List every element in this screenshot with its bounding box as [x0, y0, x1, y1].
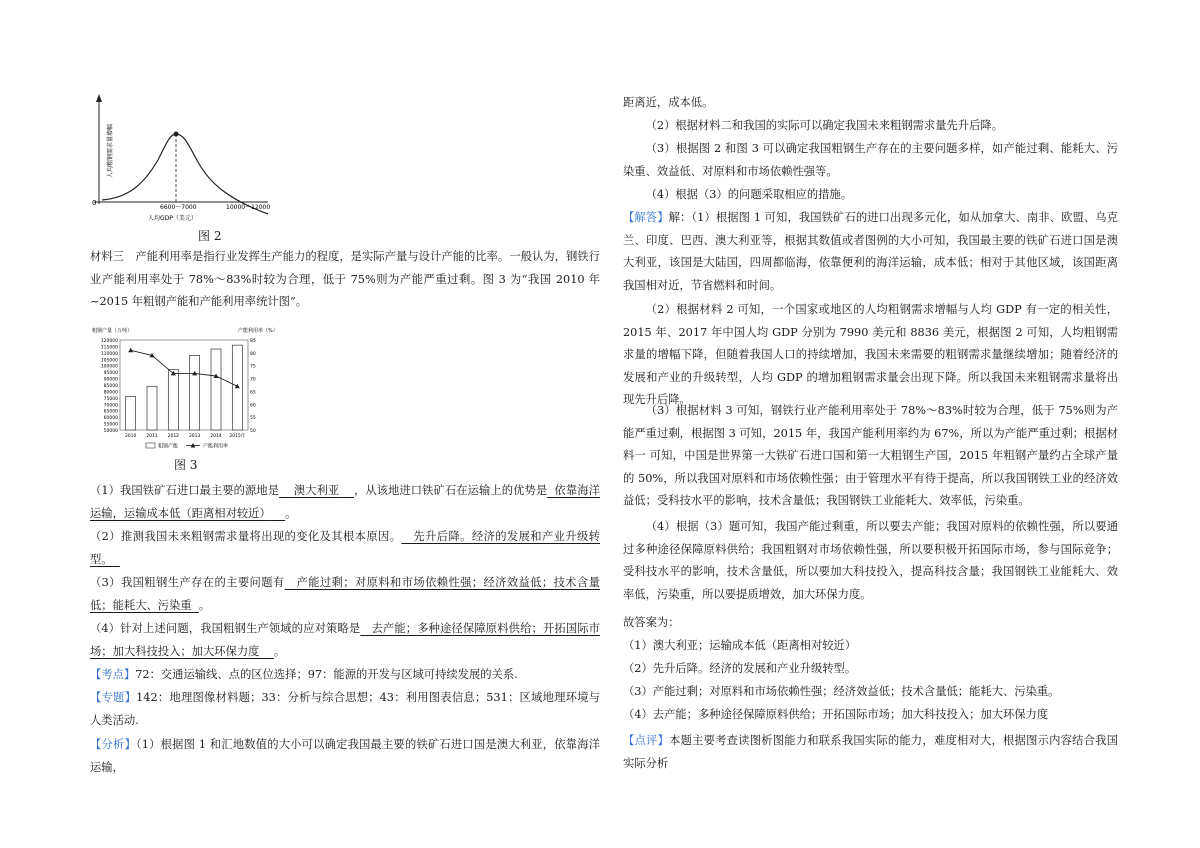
final-answer-4: （4）去产能；多种途径保障原料供给；开拓国际市场；加大科技投入；加大环保力度 [623, 708, 1049, 721]
q4-text-a: （4）针对上述问题，我国粗钢生产领域的应对策略是 [90, 622, 361, 635]
fig3-right-tick: 65 [250, 390, 256, 396]
fig3-bar [168, 370, 178, 430]
q3-text-a: （3）我国粗钢生产存在的主要问题有 [90, 576, 285, 589]
fig3-right-tick: 85 [250, 339, 256, 344]
fig3-bar [126, 397, 136, 430]
q2-answer: 先升后降。经济的发展和产业升级转型。 [90, 530, 600, 566]
final-answer-3: （3）产能过剩；对原料和市场依赖性强；经济效益低；技术含量低；能耗大、污染重。 [623, 685, 1060, 698]
fig3-left-tick: 60000 [103, 416, 118, 422]
dianping-text: 本题主要考查读图析图能力和联系我国实际的能力，难度相对大，根据图示内容结合我国实际分析 [623, 734, 1118, 770]
fig3-bar [211, 349, 221, 430]
fig3-left-tick: 75000 [103, 396, 118, 402]
question-3 [90, 572, 600, 617]
fig3-right-tick: 60 [250, 403, 256, 409]
fenxi-tag: 【分析】 [90, 738, 136, 751]
kaodian-line [90, 664, 600, 687]
fig3-left-tick: 70000 [103, 403, 118, 409]
fig3-left-tick: 120000 [100, 339, 118, 344]
answer-explain-2: （2）根据材料 2 可知，一个国家或地区的人均粗钢需求增幅与人均 GDP 有一定的相关性，2015 年、2017 年中国人均 GDP 分别为 7990 美元和 8836 美元，根据图 2 可知，人均粗钢需求量的增幅下降，但随着我国人口的持续增加，我国未来需要的粗钢需求量继续增加；随着经济的发展和产业的升级转型，人均 GDP 的增加粗钢需求量会出现下降。所以我国未来粗钢需求量将出现先升后降。 [623, 303, 1118, 406]
jieda-tag: 【解答】 [623, 211, 669, 224]
fig3-x-tick: 2010 [124, 434, 137, 439]
fig3-left-tick: 85000 [103, 384, 118, 389]
final-answer-heading: 故答案为： [623, 616, 680, 629]
fig2-x-tick-1: 6600～7000 [160, 204, 197, 211]
question-4 [90, 618, 600, 663]
figure-2 [90, 92, 290, 242]
final-answer-2: （2）先升后降。经济的发展和产业升级转型。 [623, 662, 857, 675]
fig3-x-tick: 2012 [167, 434, 180, 439]
dianping-line [623, 730, 1118, 775]
fig2-caption: 图 2 [198, 229, 222, 243]
fig3-right-tick: 70 [250, 377, 256, 383]
kaodian-tag: 【考点】 [90, 668, 136, 681]
fig3-left-tick: 55000 [103, 422, 118, 428]
fig3-left-tick: 95000 [103, 371, 118, 377]
fig3-legend-line-label: 产能利用率 [203, 443, 229, 450]
dianping-tag: 【点评】 [623, 734, 670, 747]
q1-answer-advantage: 依靠海洋运输，运输成本低（距离相对较近） [90, 484, 600, 520]
answer-explain-3: （3）根据材料 3 可知，钢铁行业产能利用率处于 78%～83%时较为合理，低于 75%则为产能严重过剩，根据图 3 可知，2015 年，我国产能利用率约为 67%，所以为产能严重过剩；根据材料一 可知，中国是世界第一大铁矿石进口国和第一大粗钢生产国，2015 年粗钢产量约占全球产量的 50%，所以我国对原料和市场依赖性强；由于管理水平有待于提高，所以我国钢铁工业的经济效益低；受科技水平的影响，技术含量低；我国钢铁工业能耗大、效率低，污染重。 [623, 404, 1118, 507]
fig2-y-label: 人均粗钢需求量增幅 [107, 123, 114, 178]
analysis-3: （3）根据图 2 和图 3 可以确定我国粗钢生产存在的主要问题多样，如产能过剩、能耗大、污染重、效益低、对原料和市场依赖性强等。 [623, 142, 1118, 178]
fig2-y-arrow [96, 94, 102, 102]
fig3-legend-bar-label: 粗钢产能 [158, 443, 179, 450]
analysis-continued: 距离近，成本低。 [623, 96, 714, 109]
zhuanti-line [90, 687, 600, 732]
question-2 [90, 526, 600, 571]
fig3-bar [190, 355, 200, 430]
q1-text-c: ，从该地进口铁矿石在运输上的优势是 [353, 484, 548, 497]
q3-text-c: 。 [198, 598, 211, 612]
fig3-x-tick: 2014 [210, 434, 222, 439]
figure-3-chart [90, 322, 280, 457]
jieda-paragraph [623, 207, 1118, 297]
fig2-origin: 0 [92, 199, 97, 207]
q4-answer: 去产能；多种途径保障原料供给；开拓国际市场；加大科技投入；加大环保力度 [90, 622, 600, 658]
fig2-x-tick-2: 10000～12000 [226, 204, 271, 211]
jieda-text: 解：（1）根据图 1 可知，我国铁矿石的进口出现多元化，如从加拿大、南非、欧盟、乌克兰、印度、巴西、澳大利亚等，根据其数值或者图例的大小可知，我国最主要的铁矿石进口国是澳大利亚，该国是大陆国，四周都临海，依靠便利的海洋运输，成本低；相对于其他区域，该国距离我国相对近，节省燃料和时间。 [623, 211, 1118, 292]
material3-paragraph: 材料三 产能利用率是指行业发挥生产能力的程度，是实际产量与设计产能的比率。一般认为，钢铁行业产能利用率处于 78%～83%时较为合理，低于 75%则为产能严重过剩。图 3 为“我国 2010 年~2015 年粗钢产能和产能利用率统计图”。 [90, 250, 600, 308]
zhuanti-text: 142：地理图像材料题；33：分析与综合思想；43：利用图表信息；531：区域地理环境与人类活动. [90, 691, 600, 727]
q4-text-c: 。 [273, 644, 286, 658]
analysis-4: （4）根据（3）的问题采取相应的措施。 [645, 188, 853, 201]
final-answer-1: （1）澳大利亚；运输成本低（距离相对较近） [623, 639, 857, 652]
fig3-bar [147, 386, 157, 430]
fig3-right-tick: 55 [250, 416, 256, 422]
fig3-right-tick: 75 [250, 364, 256, 370]
q2-text-a: （2）推测我国未来粗钢需求量将出现的变化及其根本原因。 [90, 530, 402, 543]
q1-answer-source: 澳大利亚 [293, 484, 340, 497]
fenxi-text: （1）根据图 1 和汇地数值的大小可以确定我国最主要的铁矿石进口国是澳大利亚，依靠海洋运输， [90, 738, 600, 774]
question-1 [90, 480, 600, 525]
fig3-right-tick: 50 [250, 429, 256, 434]
fig3-right-tick: 80 [250, 351, 256, 357]
q1-text-a: （1）我国铁矿石进口最主要的源地是 [90, 484, 280, 497]
fig3-frame [120, 340, 248, 430]
zhuanti-tag: 【专题】 [90, 691, 137, 704]
fig3-left-tick: 105000 [100, 358, 118, 364]
fig3-x-tick: 2011 [146, 434, 158, 439]
fig3-left-tick: 50000 [103, 429, 118, 434]
fig2-x-label: 人均GDP（美元） [148, 215, 197, 222]
fig3-left-tick: 100000 [100, 364, 118, 370]
fig3-x-tick: 2013 [188, 434, 201, 439]
fig3-left-tick: 65000 [103, 409, 118, 415]
fig3-left-axis-label: 粗钢产量（万吨） [92, 328, 133, 334]
q1-text-e: 。 [285, 506, 297, 520]
fig3-left-tick: 90000 [103, 377, 118, 383]
q3-answer: 产能过剩；对原料和市场依赖性强；经济效益低；技术含量低；能耗大、污染重 [90, 576, 600, 612]
fig3-left-tick: 115000 [100, 345, 118, 351]
analysis-2: （2）根据材料二和我国的实际可以确定我国未来粗钢需求量先升后降。 [645, 119, 1003, 132]
kaodian-text: 72：交通运输线、点的区位选择；97：能源的开发与区域可持续发展的关系. [135, 668, 518, 681]
fig3-left-tick: 110000 [100, 351, 118, 357]
fig3-left-tick: 80000 [103, 390, 118, 396]
fig3-x-tick: 2015年 [229, 434, 246, 439]
fig3-line-point [128, 348, 133, 353]
fenxi-line [90, 734, 600, 779]
fig3-right-axis-label: 产能利用率（%） [238, 328, 278, 334]
fig3-legend-bar-swatch [146, 443, 155, 448]
fig3-caption: 图 3 [174, 458, 198, 472]
answer-explain-4: （4）根据（3）题可知，我国产能过剩重，所以要去产能；我国对原料的依赖性强，所以要通过多种途径保障原料供给；我国粗钢对市场依赖性强，所以要积极开拓国际市场，参与国际竞争；受科技水平的影响，技术含量低，所以要加大科技投入，提高科技含量；我国钢铁工业能耗大、效率低，污染重，所以要提质增效，加大环保力度。 [623, 520, 1118, 601]
